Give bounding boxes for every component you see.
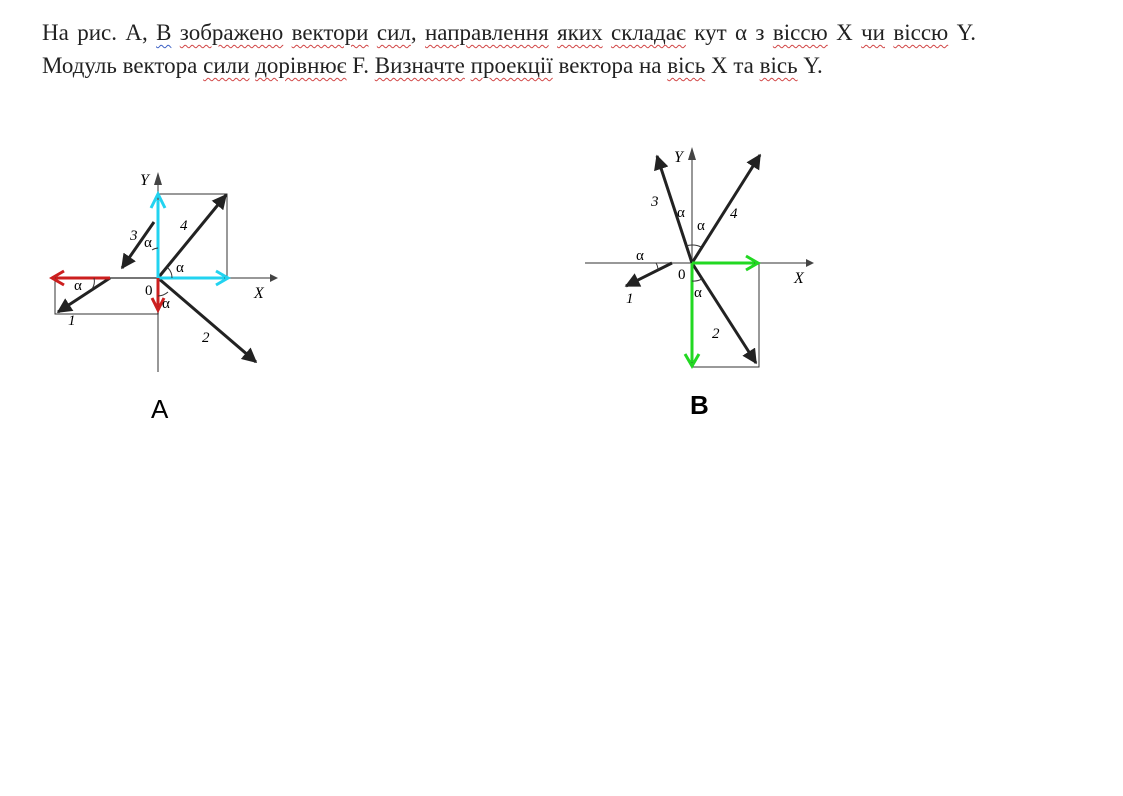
problem-text-segment: X та [705,53,760,78]
vector-4-label: 4 [730,206,738,222]
origin-label: 0 [145,283,153,299]
vector-4 [692,155,760,263]
problem-text-segment: вектора на [552,53,668,78]
angle-label-3: α [677,205,685,221]
problem-text-segment [369,20,377,45]
problem-text-segment: складає [610,20,686,45]
vector-3 [657,156,692,263]
vector-2-label: 2 [712,326,720,342]
angle-label-1: α [74,278,82,294]
angle-label-3: α [144,235,152,251]
problem-text-segment [171,20,179,45]
x-axis-arrow-icon [270,274,278,282]
vector-3-label: 3 [130,228,138,244]
problem-text-segment: зображено [179,20,284,45]
vector-4-label: 4 [180,218,188,234]
problem-text-segment: проекції [470,53,553,78]
problem-text-segment: віссю [772,20,828,45]
problem-text-segment: вісь [667,53,706,78]
axis-y-label: Y [140,172,149,189]
problem-text-segment: дорівнює [255,53,347,78]
problem-text-segment: В [156,20,172,45]
axis-y-label: Y [674,149,683,166]
angle-label-1: α [636,248,644,264]
problem-text-segment: віссю [893,20,949,45]
problem-text-segment: Y. Модуль вектора [42,20,976,78]
vector-3 [122,268,158,278]
angle-label-4: α [697,218,705,234]
angle-label-4: α [176,260,184,276]
problem-text-segment: яких [557,20,603,45]
axis-x-label: X [254,285,264,302]
problem-text-segment: кут α з [685,20,773,45]
y-axis-arrow-icon [154,172,162,185]
problem-text-segment [283,20,291,45]
problem-text-segment: X [827,20,862,45]
problem-text-segment: чи [861,20,885,45]
vector-2-label: 2 [202,330,210,346]
problem-text-segment: сили [203,53,250,78]
problem-text-segment: На рис. А, [42,20,157,45]
problem-text-segment: F. [346,53,375,78]
angle-label-2: α [694,285,702,301]
problem-text-segment: , [410,20,425,45]
figure-a-diagram [40,160,300,390]
problem-text-segment: Y. [797,53,823,78]
angle-label-2: α [162,296,170,312]
y-axis-arrow-icon [688,147,696,160]
origin-label: 0 [678,267,686,283]
vector-2 [158,278,256,362]
problem-text-segment: направлення [425,20,549,45]
angle-arc-4 [692,245,701,247]
problem-text-segment: вісь [759,53,798,78]
vector-1-projection-box [55,278,158,314]
x-axis-arrow-icon [806,259,814,267]
vector-1-label: 1 [68,313,76,329]
problem-text-segment: сил [376,20,411,45]
problem-text-segment [603,20,611,45]
axis-x-label: X [794,270,804,287]
problem-text-segment: вектори [291,20,369,45]
vector-2 [692,263,756,363]
figure-a-caption: A [151,394,169,424]
vector-1-label: 1 [626,291,634,307]
vector-4 [158,195,226,278]
problem-text-segment: Визначте [374,53,465,78]
problem-statement [42,16,976,82]
figure-b-caption: B [690,390,709,420]
problem-text-segment [549,20,557,45]
vector-1 [626,263,672,286]
figure-b-diagram [580,140,820,380]
vector-1 [58,278,110,312]
vector-3-label: 3 [651,194,659,210]
